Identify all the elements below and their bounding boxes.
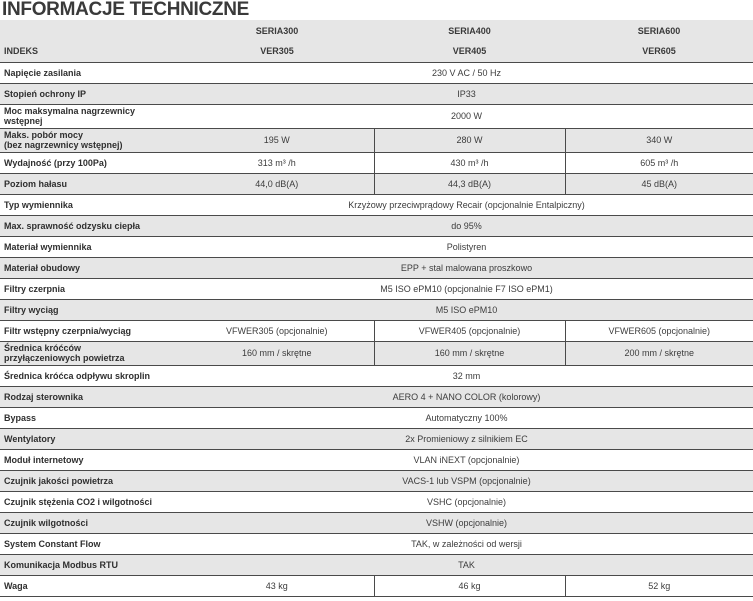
spec-value: M5 ISO ePM10 <box>180 299 753 320</box>
spec-label: Waga <box>0 575 180 596</box>
spec-value: 605 m³ /h <box>565 152 753 173</box>
spec-row <box>0 215 753 236</box>
spec-value: 43 kg <box>180 575 374 596</box>
spec-value: 430 m³ /h <box>374 152 565 173</box>
spec-value: Automatyczny 100% <box>180 407 753 428</box>
spec-label: Poziom hałasu <box>0 173 180 194</box>
spec-value: Krzyżowy przeciwprądowy Recair (opcjonalnie Entalpiczny) <box>180 194 753 215</box>
series-600-header: SERIA600 <box>565 20 753 41</box>
spec-row <box>0 407 753 428</box>
spec-label: Średnica króćca odpływu skroplin <box>0 365 180 386</box>
spec-value: 2x Promieniowy z silnikiem EC <box>180 428 753 449</box>
spec-row <box>0 104 753 128</box>
series-header-row <box>0 20 753 41</box>
spec-value: 280 W <box>374 128 565 152</box>
spec-row <box>0 152 753 173</box>
spec-label: Średnica króćców przyłączeniowych powietrza <box>0 341 180 365</box>
spec-value: TAK <box>180 554 753 575</box>
spec-row <box>0 320 753 341</box>
series-300-header: SERIA300 <box>180 20 374 41</box>
spec-row <box>0 83 753 104</box>
spec-row <box>0 257 753 278</box>
spec-label: Czujnik jakości powietrza <box>0 470 180 491</box>
spec-value: VSHC (opcjonalnie) <box>180 491 753 512</box>
spec-value: VSHW (opcjonalnie) <box>180 512 753 533</box>
spec-label: Moduł internetowy <box>0 449 180 470</box>
index-ver405: VER405 <box>374 41 565 62</box>
spec-value: 2000 W <box>180 104 753 128</box>
spec-label: Moc maksymalna nagrzewnicy wstępnej <box>0 104 180 128</box>
spec-label: Napięcie zasilania <box>0 62 180 83</box>
spec-value: VFWER405 (opcjonalnie) <box>374 320 565 341</box>
spec-row <box>0 299 753 320</box>
spec-row <box>0 575 753 596</box>
spec-row <box>0 554 753 575</box>
spec-label: Max. sprawność odzysku ciepła <box>0 215 180 236</box>
index-header-row <box>0 41 753 62</box>
spec-value: 45 dB(A) <box>565 173 753 194</box>
spec-value: Polistyren <box>180 236 753 257</box>
spec-label: Typ wymiennika <box>0 194 180 215</box>
spec-label: Czujnik wilgotności <box>0 512 180 533</box>
spec-label: Komunikacja Modbus RTU <box>0 554 180 575</box>
spec-label: Czujnik stężenia CO2 i wilgotności <box>0 491 180 512</box>
series-400-header: SERIA400 <box>374 20 565 41</box>
spec-value: VFWER605 (opcjonalnie) <box>565 320 753 341</box>
spec-label: Wentylatory <box>0 428 180 449</box>
spec-label: Maks. pobór mocy (bez nagrzewnicy wstępnej) <box>0 128 180 152</box>
spec-row <box>0 512 753 533</box>
spec-label: Rodzaj sterownika <box>0 386 180 407</box>
spec-value: 195 W <box>180 128 374 152</box>
spec-value: VACS-1 lub VSPM (opcjonalnie) <box>180 470 753 491</box>
spec-value: 32 mm <box>180 365 753 386</box>
series-corner <box>0 20 180 41</box>
spec-value: TAK, w zależności od wersji <box>180 533 753 554</box>
spec-table <box>0 20 753 597</box>
index-label: INDEKS <box>0 41 180 62</box>
spec-value: 46 kg <box>374 575 565 596</box>
spec-label: Filtry czerpnia <box>0 278 180 299</box>
spec-value: VFWER305 (opcjonalnie) <box>180 320 374 341</box>
spec-value: 160 mm / skrętne <box>180 341 374 365</box>
spec-label: Materiał wymiennika <box>0 236 180 257</box>
spec-value: 44,3 dB(A) <box>374 173 565 194</box>
spec-row <box>0 341 753 365</box>
spec-value: 313 m³ /h <box>180 152 374 173</box>
spec-value: M5 ISO ePM10 (opcjonalnie F7 ISO ePM1) <box>180 278 753 299</box>
spec-value: do 95% <box>180 215 753 236</box>
spec-label: Filtry wyciąg <box>0 299 180 320</box>
spec-row <box>0 128 753 152</box>
spec-value: 200 mm / skrętne <box>565 341 753 365</box>
page-title: INFORMACJE TECHNICZNE <box>2 0 250 20</box>
spec-row <box>0 470 753 491</box>
spec-row <box>0 194 753 215</box>
spec-row <box>0 278 753 299</box>
spec-value: AERO 4 + NANO COLOR (kolorowy) <box>180 386 753 407</box>
spec-value: EPP + stal malowana proszkowo <box>180 257 753 278</box>
spec-value: IP33 <box>180 83 753 104</box>
spec-value: 52 kg <box>565 575 753 596</box>
spec-row <box>0 491 753 512</box>
spec-value: 230 V AC / 50 Hz <box>180 62 753 83</box>
spec-row <box>0 365 753 386</box>
spec-value: VLAN iNEXT (opcjonalnie) <box>180 449 753 470</box>
index-ver605: VER605 <box>565 41 753 62</box>
spec-label: Bypass <box>0 407 180 428</box>
spec-row <box>0 449 753 470</box>
spec-row <box>0 173 753 194</box>
spec-value: 340 W <box>565 128 753 152</box>
spec-row <box>0 533 753 554</box>
spec-label: Stopień ochrony IP <box>0 83 180 104</box>
spec-label: Filtr wstępny czerpnia/wyciąg <box>0 320 180 341</box>
spec-value: 160 mm / skrętne <box>374 341 565 365</box>
spec-row <box>0 236 753 257</box>
spec-label: System Constant Flow <box>0 533 180 554</box>
index-ver305: VER305 <box>180 41 374 62</box>
spec-label: Materiał obudowy <box>0 257 180 278</box>
spec-row <box>0 428 753 449</box>
spec-label: Wydajność (przy 100Pa) <box>0 152 180 173</box>
spec-value: 44,0 dB(A) <box>180 173 374 194</box>
spec-row <box>0 386 753 407</box>
spec-row <box>0 62 753 83</box>
